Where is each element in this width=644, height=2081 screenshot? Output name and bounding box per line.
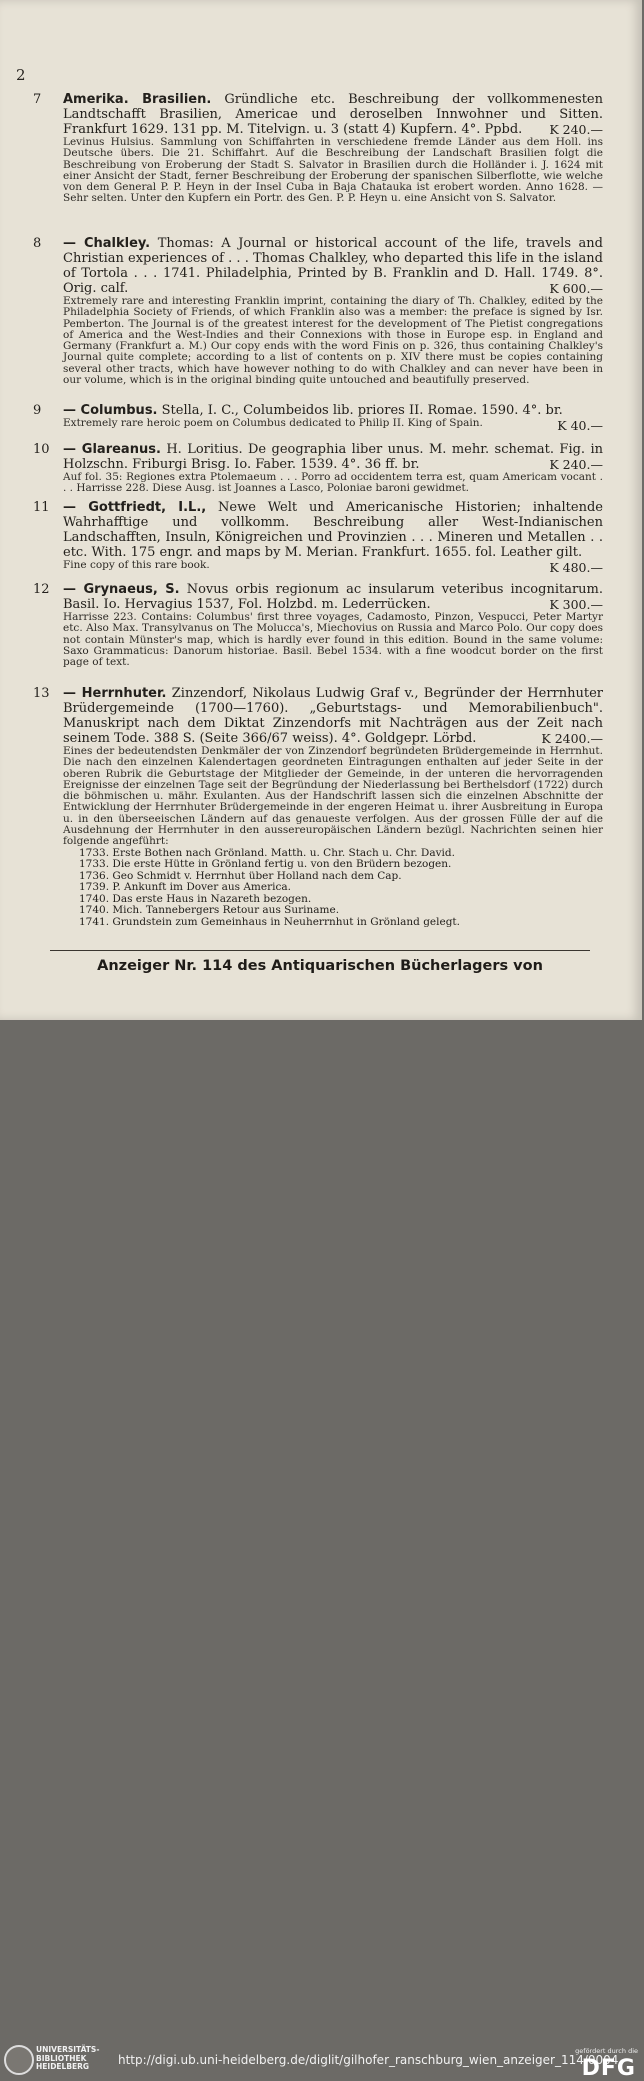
entry-note: Harrisse 223. Contains: Columbus' first three voyages, Cadamosto, Pinzon, Vespucci, Peter Martyr etc. Also Max. Transylvanus on The Molucca's, Miechovius on Russia and Marco Polo. Our copy does not contain Münster's map, which is hardly ever found in this edition. Bound in the same volume: Saxo Grammaticus: Danorum historiae. Basil. Bebel 1534. with a fine woodcut border on the first page of text. [63, 611, 603, 669]
catalog-entry-7 [33, 92, 603, 205]
entry-price: K 240.— [549, 457, 603, 472]
entry-price: K 40.— [557, 418, 603, 433]
entry-text: Stella, I. C., Columbeidos lib. priores II. Romae. 1590. 4°. br. [161, 403, 563, 418]
entry-text: Newe Welt und Americanische Historien; inhaltende Wahrhafftige und vollkomm. Beschreibung aller West-Indianischen Landschafften, Insuln, Königreichen und Provinzien . . . Mineren und Metallen . . etc. With. 175 engr. and maps by M. Merian. Frankfurt. 1655. fol. Leather gilt. [63, 500, 603, 560]
entry-number: 7 [33, 92, 42, 107]
event-list [79, 848, 603, 929]
permalink[interactable]: http://digi.ub.uni-heidelberg.de/diglit/gilhofer_ranschburg_wien_anzeiger_114/0004 [118, 2053, 619, 2067]
entry-note: Extremely rare and interesting Franklin imprint, containing the diary of Th. Chalkley, edited by the Philadelphia Society of Friends, of which Franklin also was a member: the preface is signed by Isr. Pemberton. The Journal is of the greatest interest for the development of The Pietist congregations of America and the West-Indies and their Connexions with those in Europe esp. in England and Germany (Frankfurt a. M.) Our copy ends with the word Finis on p. 326, thus containing Chalkley's Journal quite complete; according to a list of contents on p. XIV there must be copies containing several other tracts, which have however nothing to do with Chalkley and can never have been in our volume, which is in the original binding quite untouched and beautifully preserved. [63, 295, 603, 387]
list-item: 1736. Geo Schmidt v. Herrnhut über Holland nach dem Cap. [79, 869, 402, 882]
entry-price: K 300.— [549, 597, 603, 612]
entry-heading: — Glareanus. [63, 442, 161, 457]
entry-price: K 600.— [549, 281, 603, 296]
entry-text: Novus orbis regionum ac insularum veteribus incognitarum. Basil. Io. Hervagius 1537, Fol. Holzbd. m. Lederrücken. [63, 582, 604, 612]
entry-heading: — Chalkley. [63, 236, 151, 251]
list-item: 1740. Das erste Haus in Nazareth bezogen. [79, 892, 312, 905]
entry-heading: — Grynaeus, S. [63, 582, 180, 597]
entry-price: K 2400.— [541, 731, 603, 746]
catalog-entry-13 [33, 686, 603, 928]
library-name: UNIVERSITÄTS- BIBLIOTHEK HEIDELBERG [36, 2045, 100, 2071]
entry-note: Auf fol. 35: Regiones extra Ptolemaeum . . . Porro ad occidentem terra est, quam Americam vocant . . . Harrisse 228. Diese Ausg. ist Joannes a Lasco, Poloniae baroni gewidmet. [63, 471, 603, 495]
entry-note: Extremely rare heroic poem on Columbus dedicated to Philip II. King of Spain. [63, 417, 483, 429]
entry-text: Zinzendorf, Nikolaus Ludwig Graf v., Begründer der Herrnhuter Brüdergemeinde (1700—1760). „Geburtstags- und Memorabilienbuch". Manuskript nach dem Diktat Zinzendorfs mit Nachträgen aus der Zeit nach seinem Tode. 388 S. (Seite 366/67 weiss). 4°. Goldgepr. Lörbd. [63, 686, 604, 746]
entry-number: 10 [33, 442, 50, 457]
entry-heading: Amerika. Brasilien. [63, 92, 212, 107]
entry-heading: — Herrnhuter. [63, 686, 167, 701]
entry-heading: — Columbus. [63, 403, 158, 418]
list-item: 1739. P. Ankunft im Dover aus America. [79, 881, 291, 894]
entry-number: 13 [33, 686, 50, 701]
footer-rule [50, 950, 590, 951]
list-item: 1741. Grundstein zum Gemeinhaus in Neuherrnhut in Grönland gelegt. [79, 915, 460, 928]
entry-number: 8 [33, 236, 42, 251]
catalog-entry-10 [33, 442, 603, 495]
entry-note: Fine copy of this rare book. [63, 559, 210, 571]
entry-text: H. Loritius. De geographia liber unus. M. mehr. schemat. Fig. in Holzschn. Friburgi Brisg. Io. Faber. 1539. 4°. 36 ff. br. [63, 442, 603, 472]
entry-price: K 240.— [549, 122, 603, 137]
dfg-logo: DFG [581, 2056, 636, 2081]
entry-text: Thomas: A Journal or historical account of the life, travels and Christian experiences of . . . Thomas Chalkley, who departed this life in the island of Tortola . . . 1741. Philadelphia, Printed by B. Franklin and D. Hall. 1749. 8°. Orig. calf. [63, 236, 603, 296]
page-number: 2 [16, 66, 26, 84]
entry-note: Levinus Hulsius. Sammlung von Schiffahrten in verschiedene fremde Länder aus dem Holl. ins Deutsche übers. Die 21. Schiffahrt. Auf die Beschreibung der Landschaft Brasilien folgt die Beschreibung von Eroberung der Stadt S. Salvator in Brasilien durch die Holländer i. J. 1624 mit einer Ansicht der Stadt, ferner Beschreibung der Eroberung der spanischen Silberflotte, wie welche von dem General P. P. Heyn in der Insel Cuba in Baja Chatauka ist erobert worden. Anno 1628. — Sehr selten. Unter den Kupfern ein Portr. des Gen. P. P. Heyn u. eine Ansicht von S. Salvator. [63, 136, 603, 205]
list-item: 1733. Die erste Hütte in Grönland fertig u. von den Brüdern bezogen. [79, 858, 452, 871]
list-item: 1740. Mich. Tannebergers Retour aus Suriname. [79, 904, 340, 917]
entry-number: 12 [33, 582, 50, 597]
entry-heading: — Gottfriedt, I.L., [63, 500, 207, 515]
catalog-entry-11 [33, 500, 603, 575]
catalog-entry-12 [33, 582, 603, 668]
entry-note: Eines der bedeutendsten Denkmäler der von Zinzendorf begründeten Brüdergemeinde in Herrnhut. Die nach den einzelnen Kalendertagen geordneten Eintragungen enthalten auf jeder Seite in der oberen Rubrik die Geburtstage der Mitglieder der Gemeinde, in der unteren die hervorragenden Ereignisse der einzelnen Tage seit der Begründung der Niederlassung bei Berthelsdorf (1722) durch die böhmischen u. mähr. Exulanten. Aus der Handschrift lassen sich die einzelnen Abschnitte der Entwicklung der Herrnhuter Brüdergemeinde in der engeren Heimat u. ihrer Ausbreitung in Europa u. in den überseeischen Ländern auf das genaueste verfolgen. Aus der grossen Fülle der auf die Ausdehnung der Herrnhuter in den aussereuropäischen Ländern bezügl. Nachrichten seinen hier folgende angeführt: [63, 745, 603, 848]
entry-number: 9 [33, 403, 42, 418]
entry-price: K 480.— [549, 560, 603, 575]
entry-text: Gründliche etc. Beschreibung der vollkommenesten Landtschafft Brasilien, Americae und deroselben Innwohner und Sitten. Frankfurt 1629. 131 pp. M. Titelvign. u. 3 (statt 4) Kupfern. 4°. Ppbd. [63, 92, 603, 137]
catalog-entry-8 [33, 236, 603, 386]
catalog-entry-9 [33, 403, 603, 433]
funded-by-label: gefördert durch die [575, 2047, 638, 2055]
viewer-bottom-bar [0, 1020, 644, 2081]
page-footer: Anzeiger Nr. 114 des Antiquarischen Bücherlagers von [97, 958, 543, 974]
entry-number: 11 [33, 500, 50, 515]
university-seal-icon [4, 2045, 34, 2075]
catalog-page [0, 0, 642, 1020]
list-item: 1733. Erste Bothen nach Grönland. Matth. u. Chr. Stach u. Chr. David. [79, 846, 455, 859]
